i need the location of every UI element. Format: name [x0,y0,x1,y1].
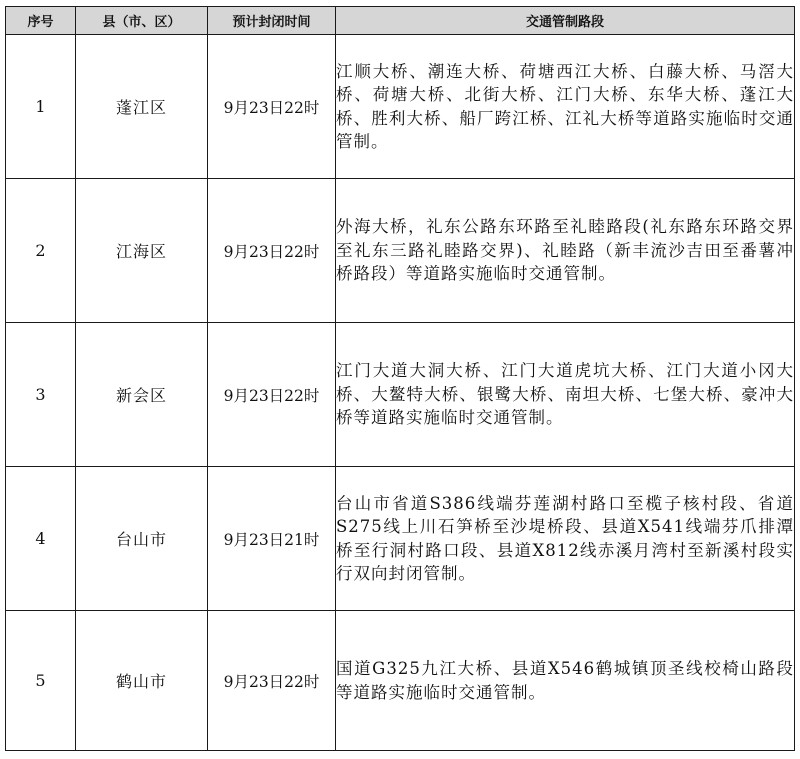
row-county: 鹤山市 [76,611,208,751]
table-row [6,611,795,751]
row-index: 3 [6,323,76,467]
header-county: 县（市、区） [76,7,208,35]
row-county: 蓬江区 [76,35,208,179]
row-roads: 江门大道大洞大桥、江门大道虎坑大桥、江门大道小冈大桥、大鳌特大桥、银鹭大桥、南坦大桥、七堡大桥、豪冲大桥等道路实施临时交通管制。 [336,361,794,428]
row-roads: 江顺大桥、潮连大桥、荷塘西江大桥、白藤大桥、马滘大桥、荷塘大桥、北街大桥、江门大桥、东华大桥、蓬江大桥、胜利大桥、船厂跨江桥、江礼大桥等道路实施临时交通管制。 [336,61,794,151]
row-closure-time: 9月23日22时 [208,323,336,467]
traffic-control-table [5,6,795,751]
table-row [6,35,795,179]
table-row [6,179,795,323]
row-roads: 国道G325九江大桥、县道X546鹤城镇顶圣线校椅山路段等道路实施临时交通管制。 [336,659,794,702]
row-county: 江海区 [76,179,208,323]
row-roads-cell [336,35,795,179]
row-closure-time: 9月23日22时 [208,611,336,751]
row-county: 台山市 [76,467,208,611]
row-index: 2 [6,179,76,323]
row-roads: 台山市省道S386线端芬莲湖村路口至榄子核村段、省道S275线上川石笋桥至沙堤桥段、县道X541线端芬爪排潭桥至行洞村路口段、县道X812线赤溪月湾村至新溪村段实行双向封闭管制。 [336,493,794,583]
row-roads-cell [336,323,795,467]
row-roads-cell [336,467,795,611]
table-row [6,467,795,611]
row-index: 1 [6,35,76,179]
header-closure-time: 预计封闭时间 [208,7,336,35]
row-roads-cell [336,179,795,323]
row-closure-time: 9月23日21时 [208,467,336,611]
header-row [6,7,795,35]
row-closure-time: 9月23日22时 [208,35,336,179]
row-roads-cell [336,611,795,751]
header-index: 序号 [6,7,76,35]
row-index: 4 [6,467,76,611]
row-roads: 外海大桥，礼东公路东环路至礼睦路段(礼东路东环路交界至礼东三路礼睦路交界)、礼睦路（新丰流沙吉田至番薯冲桥路段）等道路实施临时交通管制。 [336,217,794,284]
table-row [6,323,795,467]
row-closure-time: 9月23日22时 [208,179,336,323]
row-index: 5 [6,611,76,751]
header-road-sections: 交通管制路段 [336,7,795,35]
row-county: 新会区 [76,323,208,467]
